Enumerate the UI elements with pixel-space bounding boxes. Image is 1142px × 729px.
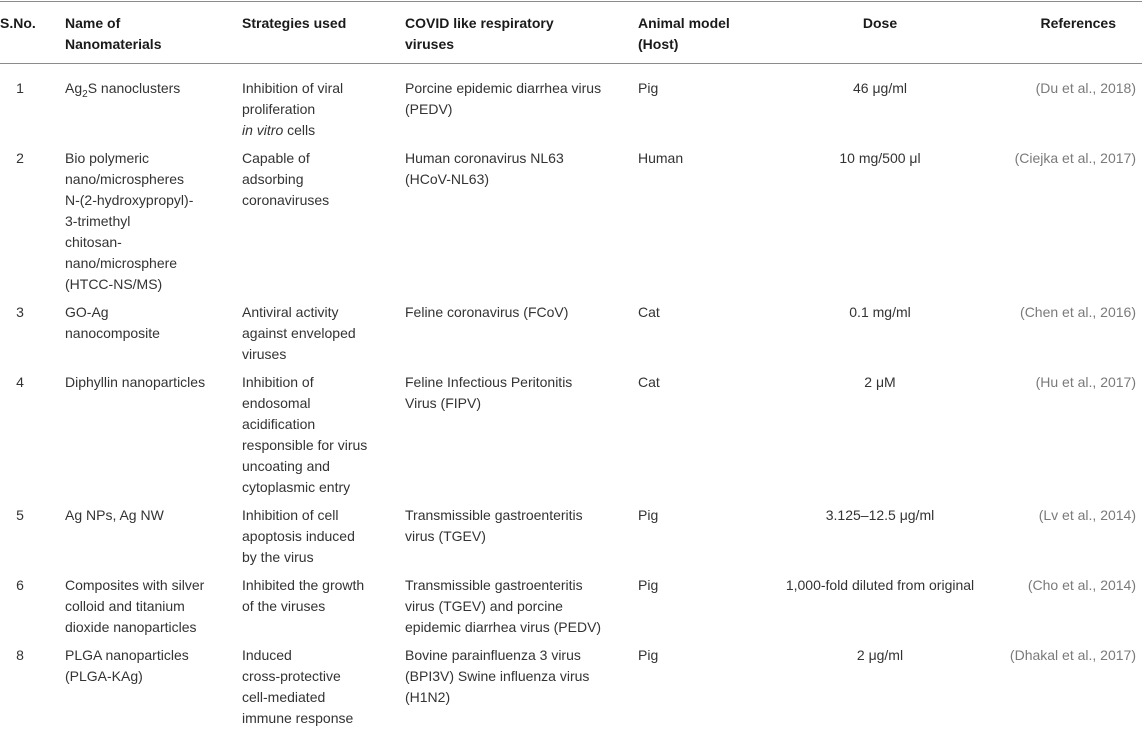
- table-top-rule: [0, 1, 1142, 2]
- cell-host: Pig: [638, 507, 659, 523]
- strategy-line: cell-mediated: [242, 689, 326, 705]
- cell-dose: 10 mg/500 μl: [839, 150, 921, 166]
- virus-line: (PEDV): [405, 101, 453, 117]
- table-row: [0, 66, 1142, 136]
- cell-host: Human: [638, 150, 684, 166]
- header-viruses: [405, 13, 630, 55]
- strategy-line: responsible for virus: [242, 437, 368, 453]
- cell-virus: [405, 148, 630, 190]
- cell-nanomaterial: [65, 302, 215, 344]
- virus-line: Feline Infectious Peritonitis: [405, 374, 573, 390]
- cell-strategy: [242, 148, 382, 211]
- name-subscript: 2: [82, 88, 88, 100]
- virus-line: Transmissible gastroenteritis: [405, 507, 583, 523]
- virus-line: (HCoV-NL63): [405, 171, 490, 187]
- virus-line: Feline coronavirus (FCoV): [405, 304, 569, 320]
- header-strategies: Strategies used: [242, 15, 347, 31]
- cell-strategy: [242, 645, 382, 729]
- strategy-line: acidification: [242, 416, 316, 432]
- cell-sno: 4: [16, 374, 24, 390]
- cell-sno: 5: [16, 507, 24, 523]
- cell-host: Pig: [638, 647, 659, 663]
- cell-virus: [405, 645, 630, 708]
- cell-dose: 0.1 mg/ml: [849, 304, 911, 320]
- cell-nanomaterial: [65, 505, 215, 526]
- header-references: References: [1040, 15, 1116, 31]
- table-row: [0, 360, 1142, 493]
- cell-dose: 46 μg/ml: [853, 80, 907, 96]
- strategy-line: proliferation: [242, 101, 316, 117]
- cell-reference-link[interactable]: (Lv et al., 2014): [1038, 507, 1136, 523]
- strategy-line: Capable of: [242, 150, 310, 166]
- cell-nanomaterial: [65, 148, 215, 295]
- strategy-line: Inhibition of viral: [242, 80, 344, 96]
- strategy-line: cross-protective: [242, 668, 341, 684]
- header-host: [638, 13, 748, 55]
- header-host-line1: Animal model: [638, 15, 730, 31]
- header-host-line2: (Host): [638, 36, 679, 52]
- strategy-text: cells: [283, 122, 316, 138]
- virus-line: (BPI3V) Swine influenza virus: [405, 668, 590, 684]
- cell-dose: 1,000-fold diluted from original: [785, 577, 975, 593]
- name-part: Ag: [65, 80, 83, 96]
- table-row: [0, 136, 1142, 290]
- name-line: 3-trimethyl: [65, 213, 131, 229]
- cell-nanomaterial: [65, 645, 215, 687]
- name-line: dioxide nanoparticles: [65, 619, 197, 635]
- name-part: S nanoclusters: [87, 80, 181, 96]
- cell-virus: [405, 575, 630, 638]
- virus-line: epidemic diarrhea virus (PEDV): [405, 619, 602, 635]
- strategy-line: coronaviruses: [242, 192, 330, 208]
- virus-line: Transmissible gastroenteritis: [405, 577, 583, 593]
- cell-nanomaterial: [65, 372, 235, 393]
- cell-strategy: [242, 372, 382, 498]
- cell-reference-link[interactable]: (Cho et al., 2014): [1027, 577, 1136, 593]
- cell-reference-link[interactable]: (Ciejka et al., 2017): [1014, 150, 1136, 166]
- cell-dose: 2 μg/ml: [856, 647, 904, 663]
- virus-line: Human coronavirus NL63: [405, 150, 564, 166]
- strategy-line: uncoating and: [242, 458, 330, 474]
- strategy-line: Induced: [242, 647, 292, 663]
- name-line: GO-Ag: [65, 304, 109, 320]
- cell-strategy: [242, 505, 382, 568]
- table-row: [0, 493, 1142, 563]
- name-line: colloid and titanium: [65, 598, 185, 614]
- cell-virus: [405, 302, 630, 323]
- strategy-line: against enveloped: [242, 325, 356, 341]
- strategy-line: viruses: [242, 346, 287, 362]
- header-sno: S.No.: [0, 15, 36, 31]
- cell-host: Pig: [638, 80, 659, 96]
- cell-sno: 6: [16, 577, 24, 593]
- table-body: [0, 66, 1142, 725]
- table-row: [0, 563, 1142, 633]
- header-name-line1: Name of: [65, 15, 121, 31]
- cell-reference-link[interactable]: (Du et al., 2018): [1035, 80, 1136, 96]
- header-dose: Dose: [862, 15, 898, 31]
- virus-line: (H1N2): [405, 689, 451, 705]
- cell-reference-link[interactable]: (Chen et al., 2016): [1020, 304, 1136, 320]
- cell-host: Pig: [638, 577, 659, 593]
- name-line: Composites with silver: [65, 577, 205, 593]
- strategy-line: of the viruses: [242, 598, 326, 614]
- cell-virus: [405, 372, 630, 414]
- header-name: [65, 13, 215, 55]
- table-header: [0, 4, 1142, 62]
- cell-host: Cat: [638, 374, 660, 390]
- name-line: N-(2-hydroxypropyl)-: [65, 192, 194, 208]
- cell-nanomaterial: [65, 575, 235, 638]
- strategy-line: Inhibited the growth: [242, 577, 365, 593]
- strategy-italic: in vitro: [242, 122, 284, 138]
- cell-strategy: [242, 302, 382, 365]
- name-line: Ag NPs, Ag NW: [65, 507, 164, 523]
- virus-line: virus (TGEV) and porcine: [405, 598, 563, 614]
- cell-sno: 8: [16, 647, 24, 663]
- name-line: PLGA nanoparticles: [65, 647, 189, 663]
- cell-strategy: [242, 575, 382, 617]
- header-virus-line1: COVID like respiratory: [405, 15, 554, 31]
- virus-line: Porcine epidemic diarrhea virus: [405, 80, 602, 96]
- strategy-line: by the virus: [242, 549, 314, 565]
- name-line: (HTCC-NS/MS): [65, 276, 163, 292]
- strategy-line: apoptosis induced: [242, 528, 355, 544]
- name-line: (PLGA-KAg): [65, 668, 143, 684]
- name-line: chitosan-: [65, 234, 122, 250]
- virus-line: Bovine parainfluenza 3 virus: [405, 647, 581, 663]
- name-line: Bio polymeric: [65, 150, 150, 166]
- name-line: nanocomposite: [65, 325, 160, 341]
- header-bottom-rule: [0, 63, 1142, 64]
- cell-dose: 2 μM: [864, 374, 896, 390]
- name-line: nano/microspheres: [65, 171, 185, 187]
- strategy-line: Inhibition of cell: [242, 507, 339, 523]
- strategy-line: adsorbing: [242, 171, 304, 187]
- cell-sno: 1: [16, 80, 24, 96]
- cell-host: Cat: [638, 304, 660, 320]
- virus-line: Virus (FIPV): [405, 395, 481, 411]
- header-name-line2: Nanomaterials: [65, 36, 162, 52]
- cell-dose: 3.125–12.5 μg/ml: [825, 507, 935, 523]
- cell-sno: 2: [16, 150, 24, 166]
- cell-reference-link[interactable]: (Hu et al., 2017): [1035, 374, 1136, 390]
- strategy-line: Inhibition of: [242, 374, 314, 390]
- cell-reference-link[interactable]: (Dhakal et al., 2017): [1009, 647, 1136, 663]
- table-row: [0, 290, 1142, 360]
- virus-line: virus (TGEV): [405, 528, 486, 544]
- strategy-line: immune response: [242, 710, 354, 726]
- cell-nanomaterial: [65, 78, 215, 99]
- table-row: [0, 633, 1142, 725]
- strategy-line: cytoplasmic entry: [242, 479, 351, 495]
- cell-sno: 3: [16, 304, 24, 320]
- cell-strategy: [242, 78, 382, 141]
- header-virus-line2: viruses: [405, 36, 455, 52]
- name-line: Diphyllin nanoparticles: [65, 374, 206, 390]
- strategy-line: Antiviral activity: [242, 304, 339, 320]
- strategy-line: endosomal: [242, 395, 311, 411]
- name-line: nano/microsphere: [65, 255, 178, 271]
- cell-virus: [405, 78, 630, 120]
- cell-virus: [405, 505, 630, 547]
